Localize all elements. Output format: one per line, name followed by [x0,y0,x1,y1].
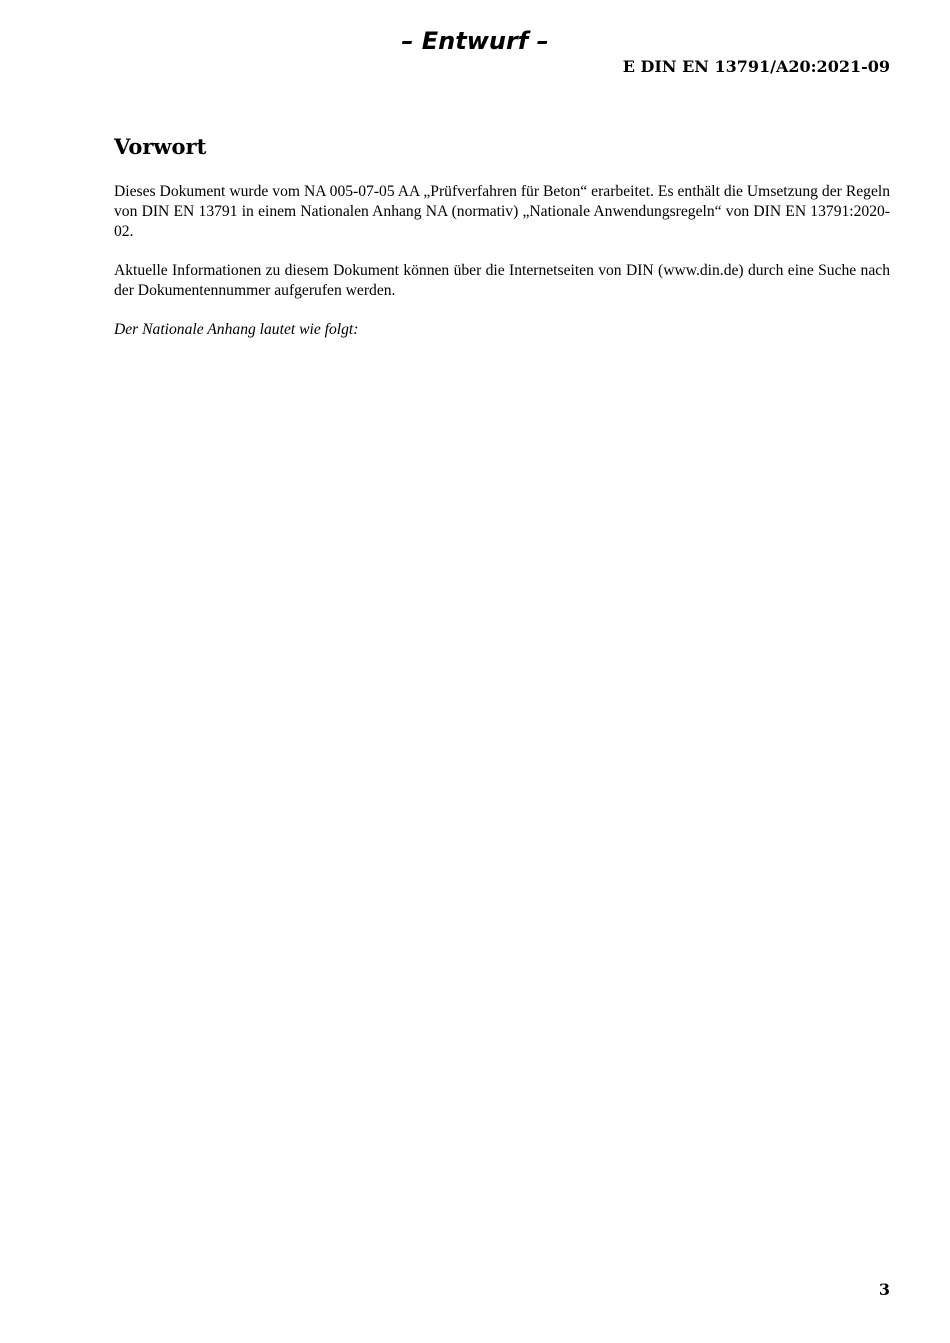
document-identifier: E DIN EN 13791/A20:2021-09 [622,57,890,76]
foreword-paragraph-1: Dieses Dokument wurde vom NA 005-07-05 AA „Prüfverfahren für Beton“ erarbeitet. Es enthält die Umsetzung der Regeln von DIN EN 13791 in einem Nationalen Anhang NA (normativ) „Nationale Anwendungsregeln“ von DIN EN 13791:2020-02. [114,183,890,240]
annex-intro-note: Der Nationale Anhang lautet wie folgt: [114,321,359,338]
foreword-section [114,132,890,359]
section-heading: Vorwort [114,134,207,159]
page-number: 3 [878,1280,890,1299]
foreword-paragraph-2: Aktuelle Informationen zu diesem Dokument können über die Internetseiten von DIN (www.din.de) durch eine Suche nach der Dokumentennummer aufgerufen werden. [114,262,890,299]
draft-watermark-title: – Entwurf – [401,27,549,55]
